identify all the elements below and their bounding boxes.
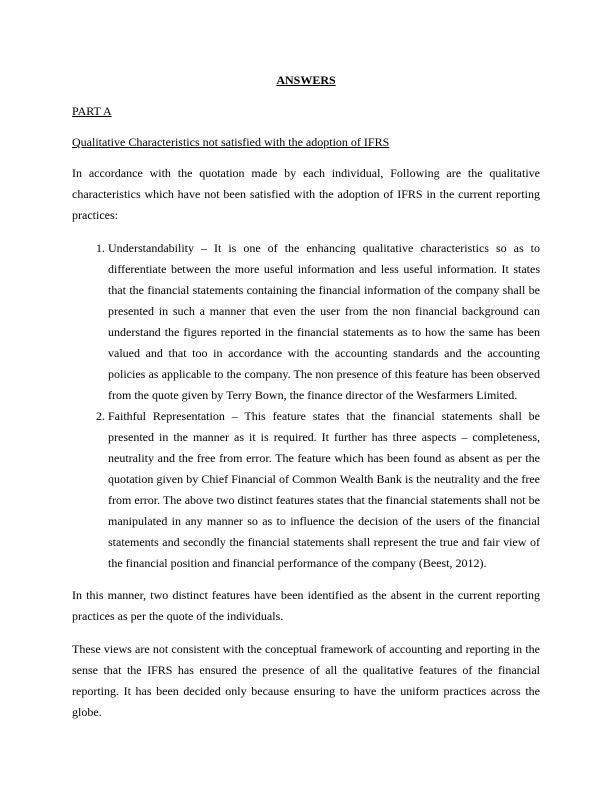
summary-paragraph: In this manner, two distinct features have been identified as the absent in the current reporting practices as per the quote of the individuals. <box>72 588 540 623</box>
document-title: ANSWERS <box>276 73 336 87</box>
intro-paragraph: In accordance with the quotation made by each individual, Following are the qualitative characteristics which have not been satisfied with the adoption of IFRS in the current reporting practices: <box>72 166 540 222</box>
list-item: 1. Understandability – It is one of the enhancing qualitative characteristics so as to differentiate between the more useful information and less useful information. It states that the financial statements containing the financial information of the company shall be presented in such a manner that even the user from the non financial background can understand the figures reported in the financial statements as to how the same has been valued and that too in accordance with the accounting standards and the accounting policies as applicable to the company. The non presence of this feature has been observed from the quote given by Terry Bown, the finance director of the Wesfarmers Limited. <box>108 238 540 406</box>
list-item: 2. Faithful Representation – This feature states that the financial statements shall be presented in the manner as it is required. It further has three aspects – completeness, neutrality and the free from error. The feature which has been found as absent as per the quotation given by Chief Financial of Common Wealth Bank is the neutrality and the free from error. The above two distinct features states that the financial statements shall not be manipulated in any manner so as to influence the decision of the users of the financial statements and secondly the financial statements shall represent the true and fair view of the financial position and financial performance of the company (Beest, 2012). <box>108 406 540 574</box>
section-subheading: Qualitative Characteristics not satisfied with the adoption of IFRS <box>72 135 390 149</box>
part-heading: PART A <box>72 104 112 118</box>
characteristics-list <box>72 238 540 574</box>
conclusion-paragraph: These views are not consistent with the conceptual framework of accounting and reporting in the sense that the IFRS has ensured the presence of all the qualitative features of the financial reporting. It has been decided only because ensuring to have the uniform practices across the globe. <box>72 642 540 719</box>
document-page <box>72 70 540 735</box>
